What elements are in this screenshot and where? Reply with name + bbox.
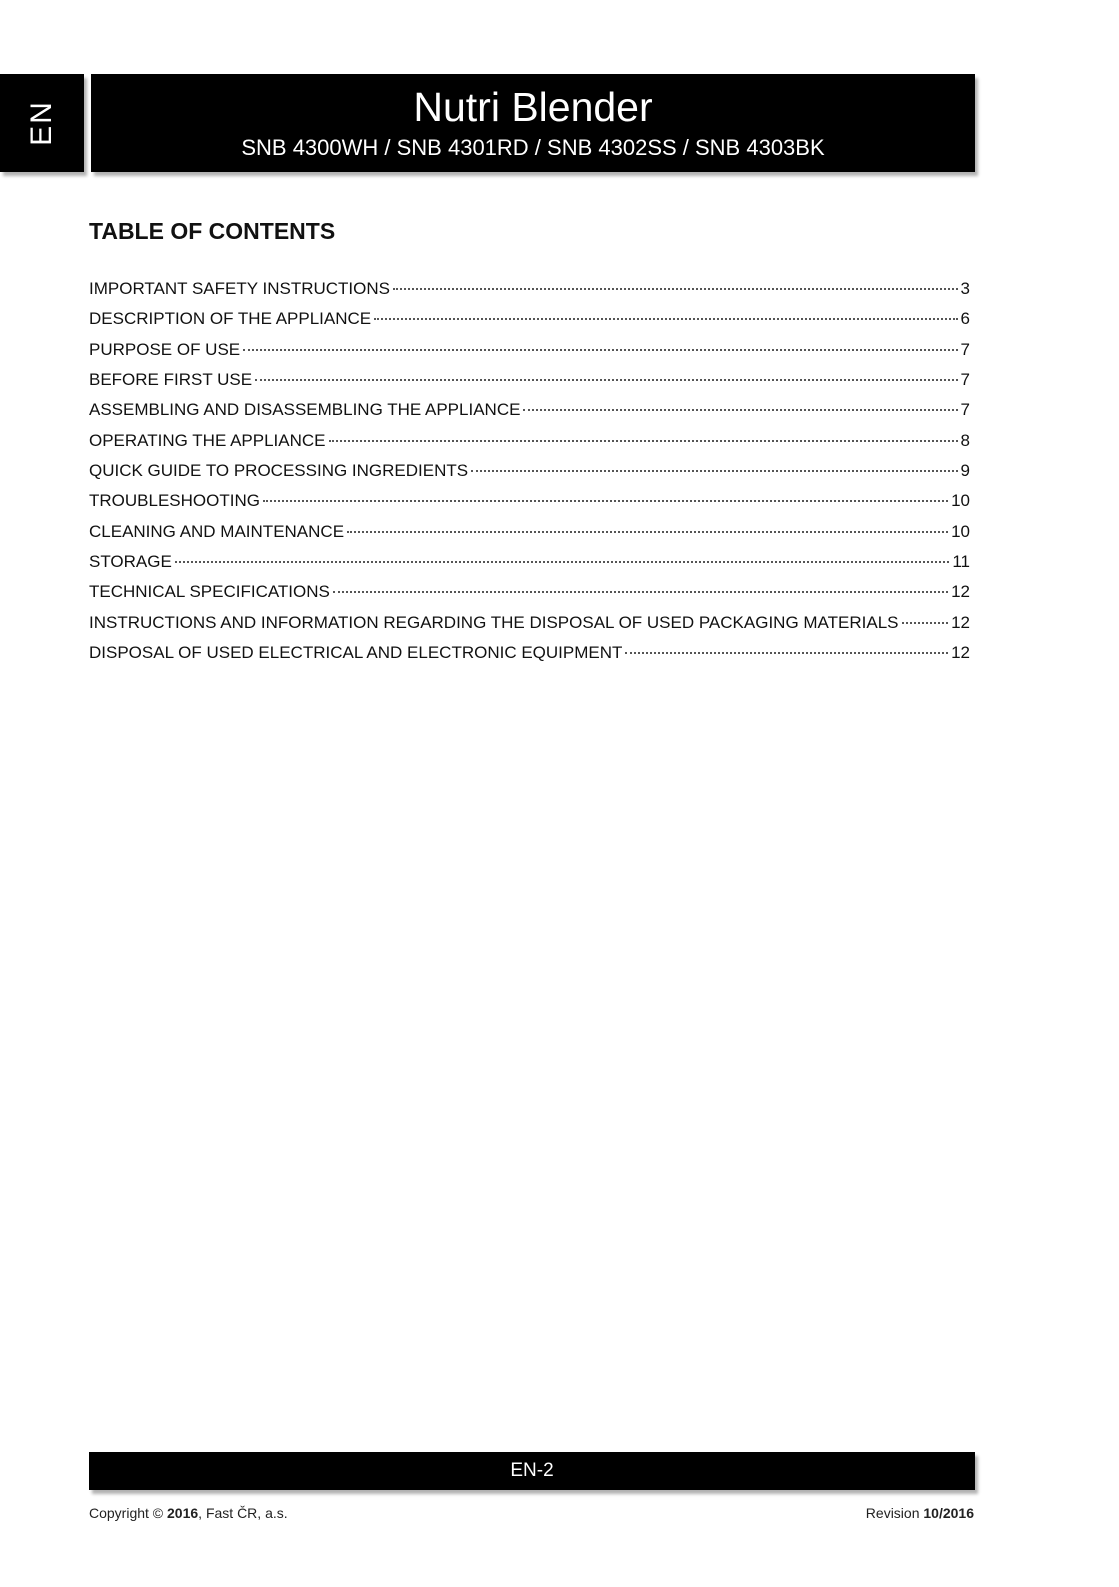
toc-entry-page: 3 [960, 279, 970, 298]
copyright-year: 2016 [167, 1505, 199, 1521]
toc-entry[interactable] [89, 486, 970, 516]
toc-list [89, 274, 970, 668]
dot-leader [347, 531, 948, 533]
dot-leader [333, 591, 948, 593]
toc-entry-label: IMPORTANT SAFETY INSTRUCTIONS [89, 279, 390, 298]
toc-entry[interactable] [89, 304, 970, 334]
dot-leader [374, 318, 957, 320]
language-label: EN [25, 100, 58, 146]
toc-heading: TABLE OF CONTENTS [89, 218, 336, 244]
toc-entry-label: STORAGE [89, 551, 172, 571]
dot-leader [243, 349, 957, 351]
toc-entry-label: DESCRIPTION OF THE APPLIANCE [89, 309, 372, 329]
dot-leader [523, 409, 957, 411]
toc-entry-page: 11 [952, 551, 970, 571]
toc-entry-page: 10 [951, 491, 970, 511]
toc-entry[interactable] [89, 274, 970, 304]
header-band [91, 74, 975, 172]
product-title: Nutri Blender [413, 84, 653, 130]
toc-entry[interactable] [89, 547, 970, 577]
toc-entry-label: CLEANING AND MAINTENANCE [89, 521, 345, 541]
toc-entry[interactable] [89, 365, 970, 395]
toc-entry[interactable] [89, 426, 970, 456]
toc-entry-label: INSTRUCTIONS AND INFORMATION REGARDING THE DISPOSAL OF USED PACKAGING MATERIALS [89, 612, 899, 632]
dot-leader [471, 470, 957, 472]
copyright-prefix: Copyright © [89, 1505, 164, 1521]
toc-entry-page: 12 [951, 582, 970, 602]
copyright-company: , Fast ČR, a.s. [198, 1505, 288, 1521]
toc-entry-page: 12 [951, 612, 970, 632]
revision-value: 10/2016 [923, 1505, 974, 1521]
dot-leader [393, 288, 958, 290]
toc-entry-label: PURPOSE OF USE [89, 339, 241, 359]
toc-entry-page: 12 [951, 642, 970, 662]
copyright-notice [89, 1505, 288, 1521]
model-numbers: SNB 4300WH / SNB 4301RD / SNB 4302SS / SNB 4303BK [241, 135, 825, 160]
toc-entry-label: BEFORE FIRST USE [89, 369, 253, 389]
toc-entry-label: ASSEMBLING AND DISASSEMBLING THE APPLIANCE [89, 400, 521, 420]
toc-entry-page: 7 [960, 339, 970, 359]
dot-leader [263, 500, 948, 502]
toc-entry-page: 9 [960, 460, 970, 480]
dot-leader [902, 622, 949, 624]
toc-entry-label: DISPOSAL OF USED ELECTRICAL AND ELECTRONIC EQUIPMENT [89, 642, 623, 662]
toc-entry-page: 8 [960, 430, 970, 450]
toc-entry[interactable] [89, 395, 970, 425]
language-tab [0, 74, 84, 172]
footer-page-number: EN-2 [89, 1452, 975, 1490]
toc-entry[interactable] [89, 335, 970, 365]
toc-entry-page: 7 [960, 369, 970, 389]
dot-leader [329, 440, 958, 442]
dot-leader [625, 652, 948, 654]
revision-label: Revision [865, 1505, 920, 1521]
toc-entry-page: 6 [960, 309, 970, 329]
toc-entry-page: 10 [951, 521, 970, 541]
toc-entry-label: TROUBLESHOOTING [89, 491, 260, 511]
toc-entry[interactable] [89, 517, 970, 547]
toc-entry-label: QUICK GUIDE TO PROCESSING INGREDIENTS [89, 460, 469, 480]
dot-leader [175, 561, 950, 563]
toc-entry[interactable] [89, 608, 970, 638]
toc-entry[interactable] [89, 638, 970, 668]
toc-entry-label: TECHNICAL SPECIFICATIONS [89, 582, 330, 602]
revision-info [866, 1505, 974, 1521]
toc-entry[interactable] [89, 577, 970, 607]
toc-entry-label: OPERATING THE APPLIANCE [89, 430, 326, 450]
dot-leader [255, 379, 957, 381]
toc-entry-page: 7 [960, 400, 970, 420]
toc-entry[interactable] [89, 456, 970, 486]
